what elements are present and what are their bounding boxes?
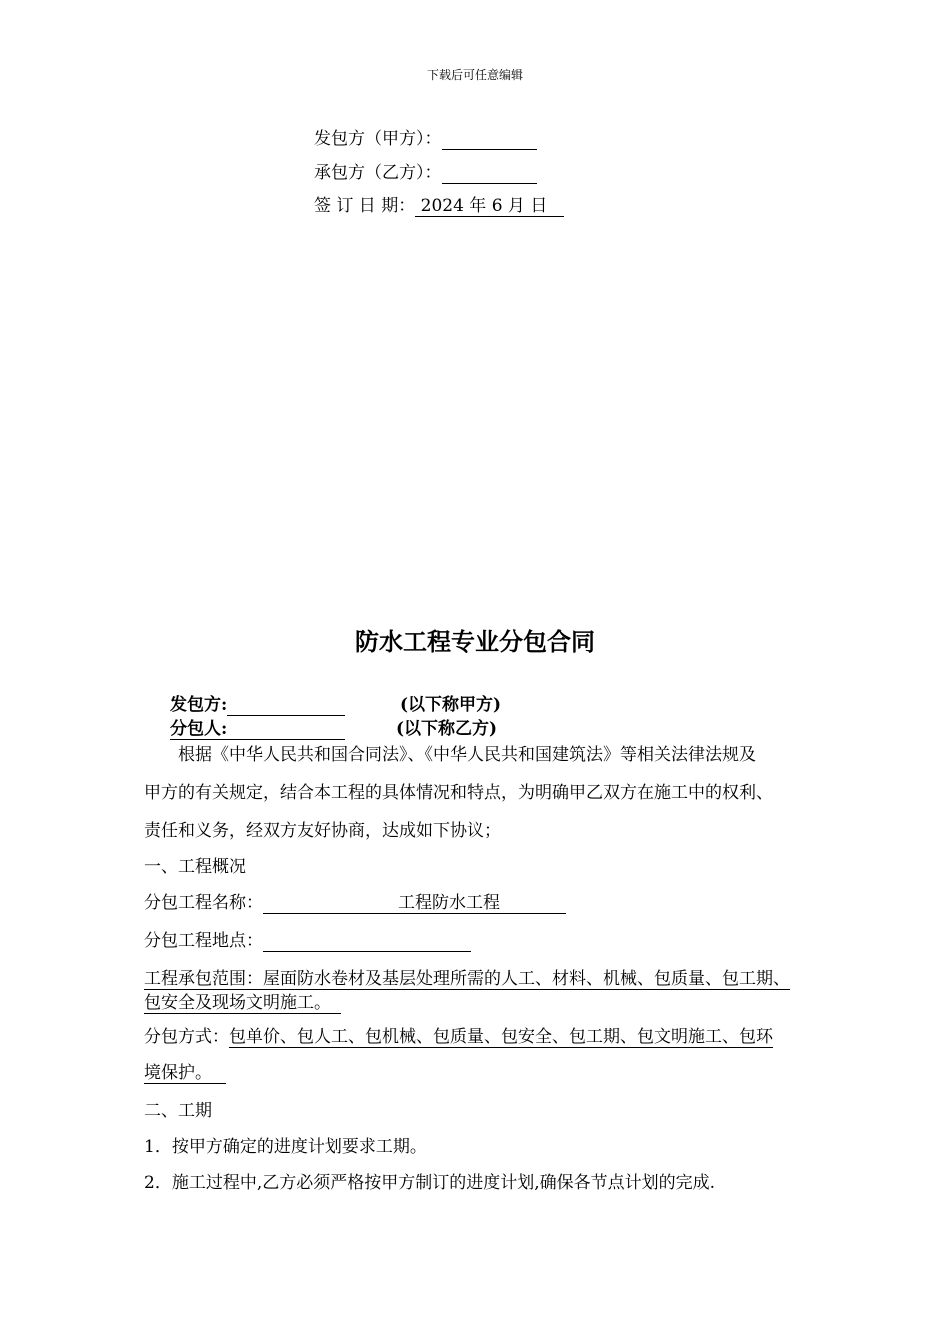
- preamble-line-1: 根据《中华人民共和国合同法》、《中华人民共和国建筑法》等相关法律法规及: [178, 745, 756, 765]
- scope-text-2: 包安全及现场文明施工。: [144, 993, 331, 1013]
- method-text-2: 境保护。: [144, 1063, 212, 1083]
- employer-blank: [442, 129, 537, 150]
- method-text-1: 包单价、包人工、包机械、包质量、包安全、包工期、包文明施工、包环: [229, 1027, 773, 1047]
- party-a-blank: [227, 695, 345, 716]
- party-b-blank: [227, 719, 345, 740]
- project-location-label: 分包工程地点：: [144, 931, 263, 951]
- party-b-note: (以下称乙方): [396, 719, 498, 739]
- project-name-line: [144, 888, 566, 913]
- project-location-line: [144, 926, 471, 952]
- scope-label: 工程承包范围：: [144, 969, 263, 989]
- date-label: 签 订 日 期：: [314, 196, 416, 216]
- party-a-line: [170, 690, 502, 716]
- preamble-line-2: 甲方的有关规定，结合本工程的具体情况和特点，为明确甲乙双方在施工中的权利、: [144, 783, 773, 803]
- party-a-label: 发包方:: [170, 695, 228, 715]
- scope-text-1: 屋面防水卷材及基层处理所需的人工、材料、机械、包质量、包工期、: [263, 969, 790, 989]
- party-b-line: [170, 714, 498, 740]
- cover-employer-line: [314, 124, 537, 150]
- section-2-heading: 二、工期: [144, 1101, 212, 1121]
- method-line-1: [144, 1022, 773, 1047]
- contractor-blank: [442, 163, 537, 184]
- cover-date-line: [314, 191, 564, 216]
- project-location-blank: [263, 931, 471, 952]
- preamble-line-3: 责任和义务，经双方友好协商，达成如下协议；: [144, 821, 501, 841]
- party-b-label: 分包人:: [170, 719, 228, 739]
- cover-contractor-line: [314, 158, 537, 184]
- date-value: 2024 年 6 月 日: [415, 196, 563, 217]
- item-1: 1．按甲方确定的进度计划要求工期。: [144, 1137, 427, 1157]
- section-1-heading: 一、工程概况: [144, 857, 246, 877]
- header-note: 下载后可任意编辑: [426, 68, 523, 82]
- method-line-2: [144, 1058, 226, 1084]
- project-name-value: 工程防水工程: [263, 893, 566, 914]
- scope-line-1: [144, 964, 790, 989]
- item-2: 2．施工过程中,乙方必须严格按甲方制订的进度计划,确保各节点计划的完成.: [144, 1173, 716, 1193]
- party-a-note: (以下称甲方): [400, 695, 502, 715]
- contractor-label: 承包方（乙方）：: [314, 163, 442, 183]
- scope-line-2: [144, 988, 341, 1014]
- project-name-label: 分包工程名称：: [144, 893, 263, 913]
- employer-label: 发包方（甲方）：: [314, 129, 442, 149]
- contract-title: 防水工程专业分包合同: [355, 627, 595, 656]
- method-label: 分包方式：: [144, 1027, 229, 1047]
